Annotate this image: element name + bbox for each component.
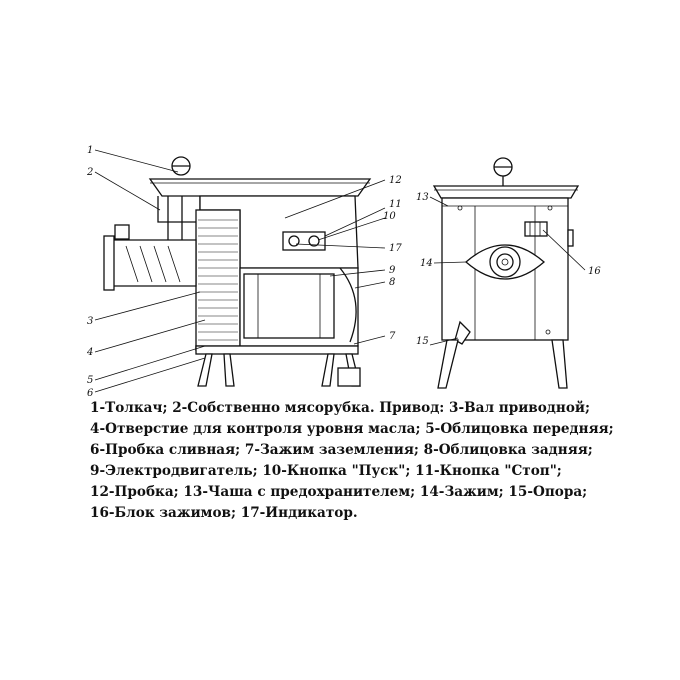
motor xyxy=(244,274,334,338)
callout-6: 6 xyxy=(87,388,94,399)
bowl-front xyxy=(434,186,578,198)
callout-16: 16 xyxy=(588,266,601,277)
parts-legend xyxy=(90,398,630,524)
callout-3: 3 xyxy=(87,316,94,327)
callout-17: 17 xyxy=(389,243,402,254)
legend-line: 1-Толкач; 2-Собственно мясорубка. Привод: 3-Вал приводной; xyxy=(90,400,590,416)
legend-line: 12-Пробка; 13-Чаша с предохранителем; 14-Зажим; 15-Опора; xyxy=(90,484,588,500)
terminal-block xyxy=(525,222,547,236)
grinder-nut xyxy=(104,236,114,290)
callout-5: 5 xyxy=(87,375,94,386)
legend-line: 6-Пробка сливная; 7-Зажим заземления; 8-Облицовка задняя; xyxy=(90,442,593,458)
support xyxy=(438,340,458,388)
callout-11: 11 xyxy=(389,199,402,210)
side-view xyxy=(86,145,402,399)
callout-12: 12 xyxy=(389,175,402,186)
callout-14: 14 xyxy=(420,258,433,269)
callout-9: 9 xyxy=(389,265,396,276)
front-view xyxy=(416,158,601,388)
callout-10: 10 xyxy=(383,211,396,222)
legend-line: 9-Электродвигатель; 10-Кнопка "Пуск"; 11-Кнопка "Стоп"; xyxy=(90,463,562,479)
legend-line: 4-Отверстие для контроля уровня масла; 5-Облицовка передняя; xyxy=(90,421,614,437)
legend-line: 16-Блок зажимов; 17-Индикатор. xyxy=(90,505,358,521)
callout-13: 13 xyxy=(416,192,429,203)
bowl xyxy=(150,179,370,196)
callout-1: 1 xyxy=(87,145,94,156)
callout-4: 4 xyxy=(87,347,94,358)
base xyxy=(196,346,358,354)
gearbox xyxy=(196,210,240,350)
callout-15: 15 xyxy=(416,336,429,347)
callout-7: 7 xyxy=(389,331,396,342)
callout-2: 2 xyxy=(87,167,94,178)
callout-8: 8 xyxy=(389,277,396,288)
leg xyxy=(198,354,212,386)
